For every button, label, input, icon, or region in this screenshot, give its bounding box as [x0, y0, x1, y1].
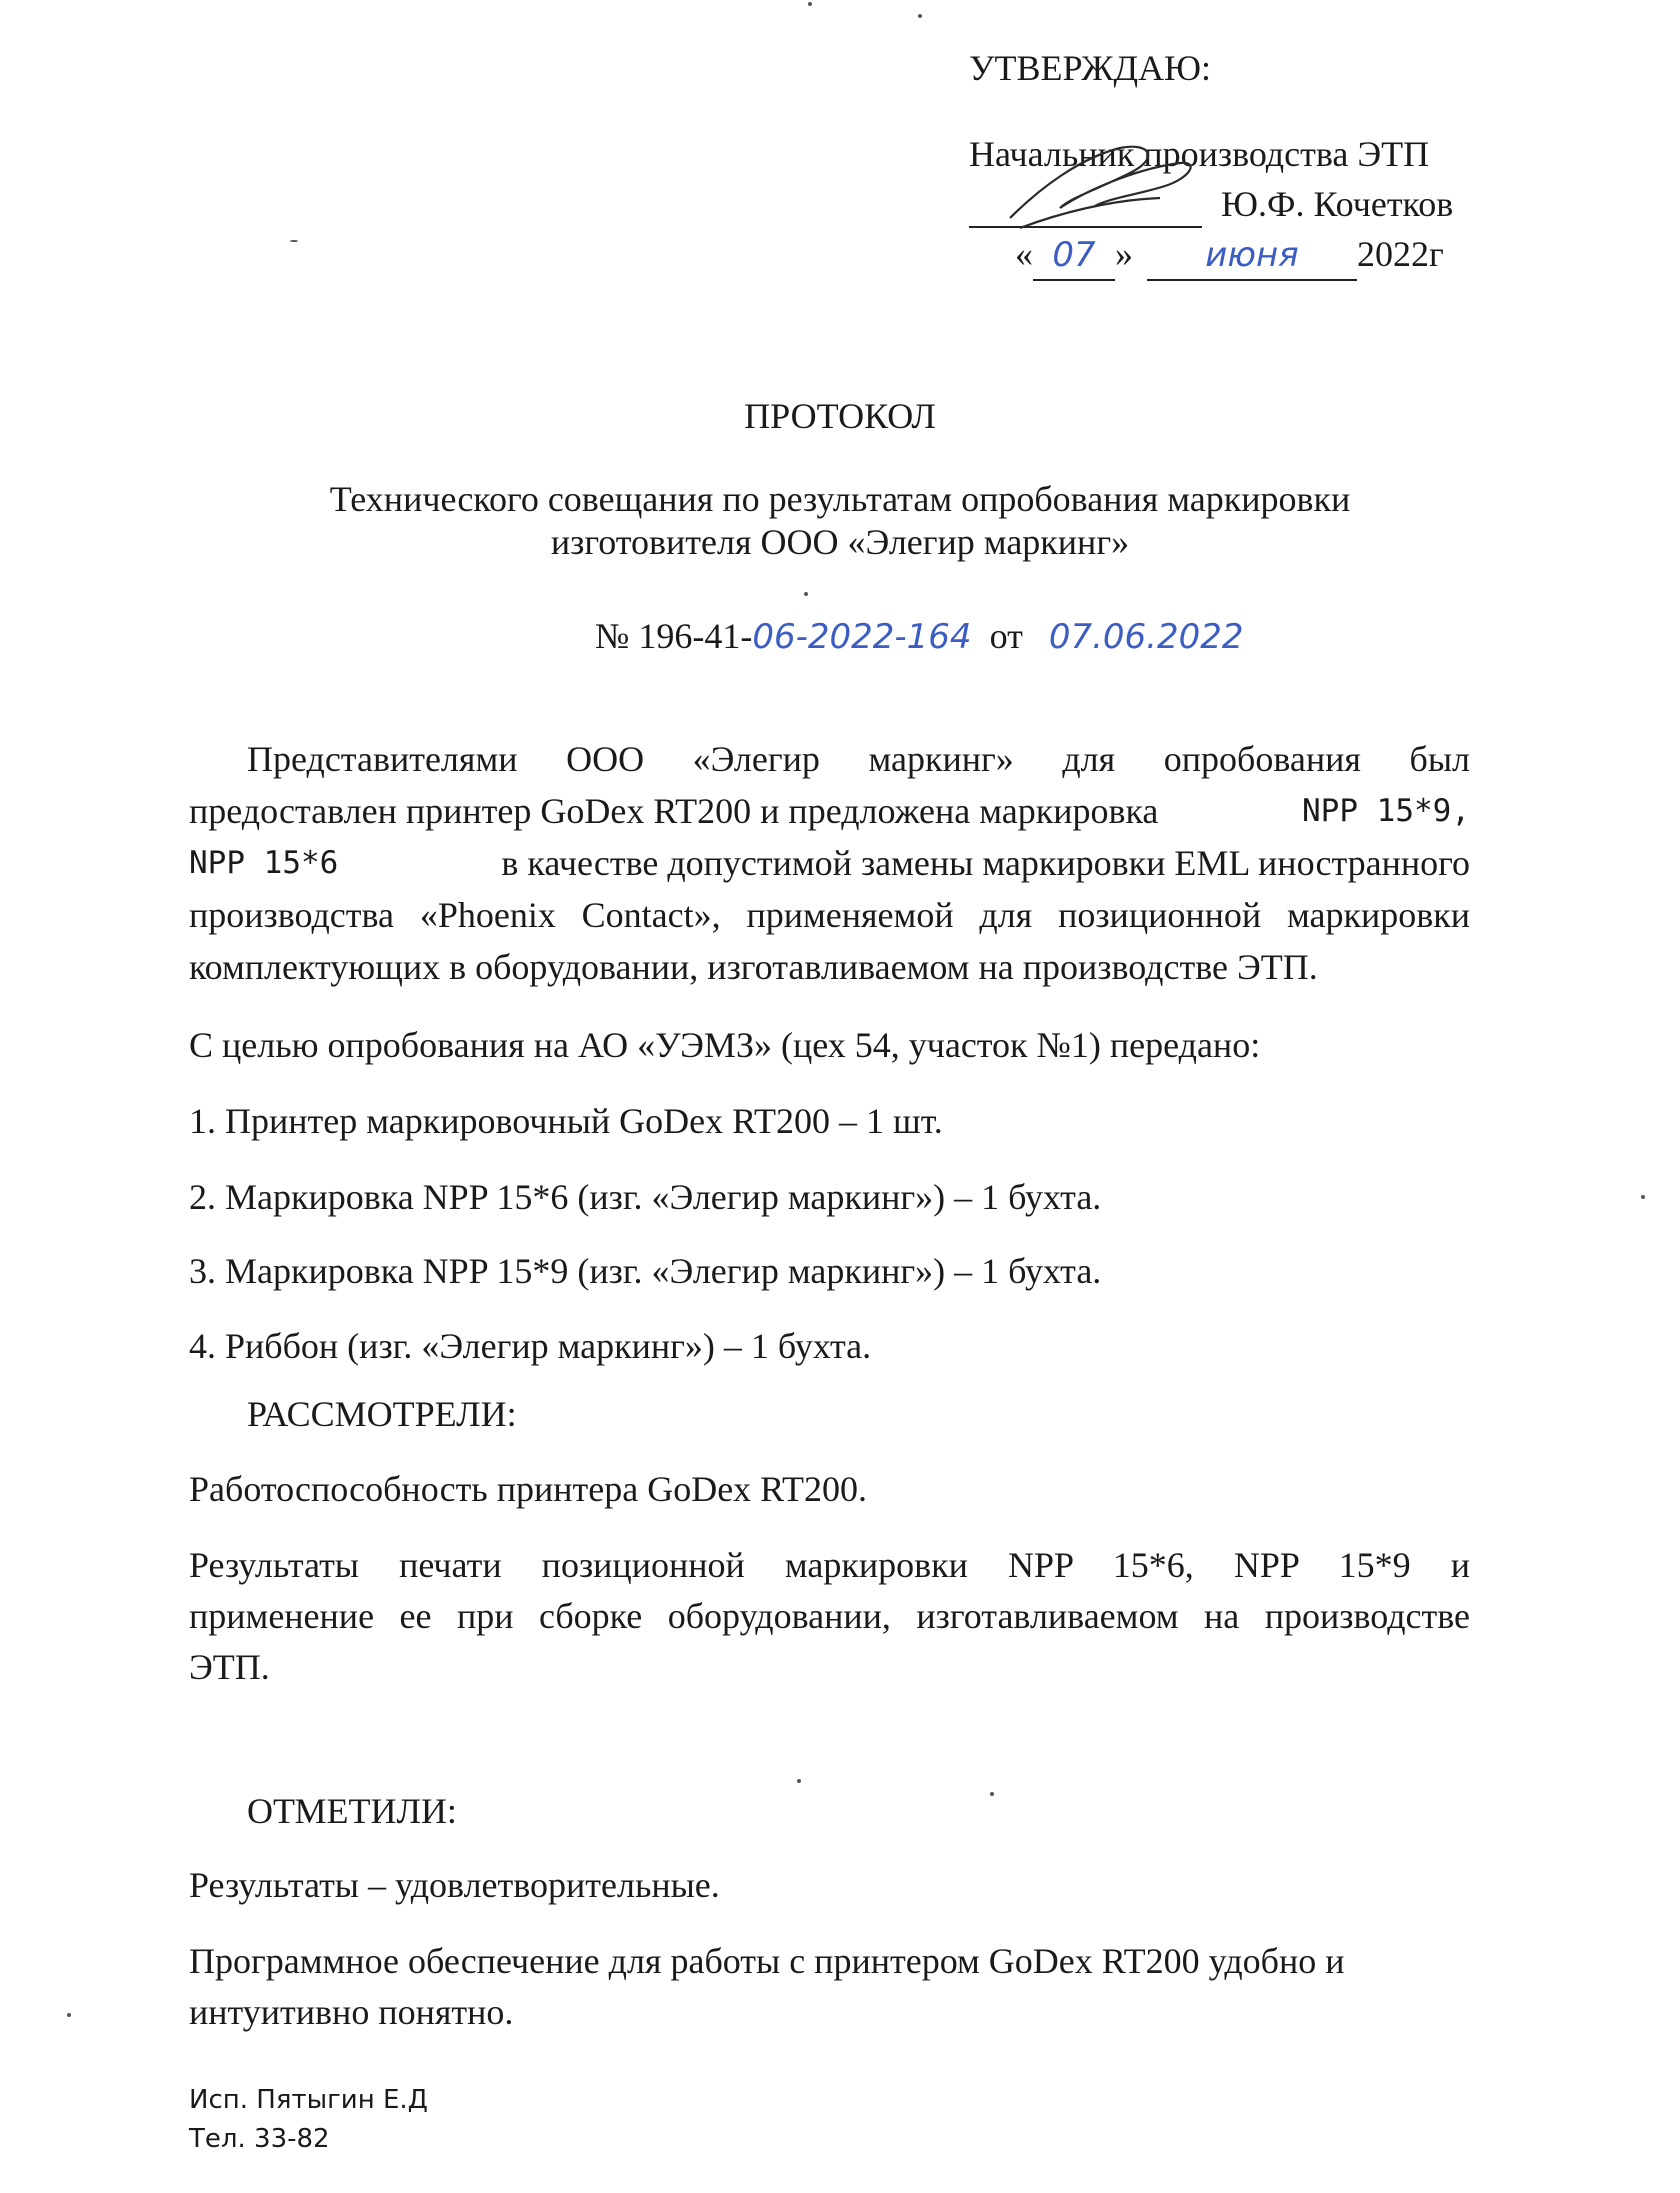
considered-item-1: Работоспособность принтера GoDex RT200.	[189, 1469, 868, 1509]
list-item: 4. Риббон (изг. «Элегир маркинг») – 1 бухта.	[189, 1326, 872, 1366]
transfer-intro: С целью опробования на АО «УЭМЗ» (цех 54, участок №1) передано:	[189, 1025, 1261, 1065]
intro-line-3-mono: NPP 15*6	[189, 845, 339, 881]
noted-heading: ОТМЕТИЛИ:	[247, 1791, 457, 1831]
noted-item-2-line1: Программное обеспечение для работы с принтером GoDex RT200 удобно и	[189, 1941, 1345, 1981]
list-item: 3. Маркировка NPP 15*9 (изг. «Элегир маркинг») – 1 бухта.	[189, 1251, 1102, 1291]
list-item: 1. Принтер маркировочный GoDex RT200 – 1 шт.	[189, 1101, 943, 1141]
scan-speck	[290, 240, 298, 242]
scan-speck	[918, 14, 922, 18]
intro-line-3	[189, 839, 1470, 887]
scan-speck	[804, 592, 808, 596]
protocol-date-handwritten: 07.06.2022	[1048, 617, 1244, 657]
date-close-quote: »	[1115, 234, 1133, 274]
date-day-handwritten: 07	[1033, 231, 1115, 281]
protocol-title: ПРОТОКОЛ	[744, 396, 936, 436]
scan-speck	[797, 1779, 801, 1783]
considered-item-2-line1: Результаты печати позиционной маркировки NPP 15*6, NPP 15*9 и	[189, 1545, 1470, 1585]
signature-scribble	[1000, 128, 1240, 238]
protocol-subtitle-line1: Технического совещания по результатам опробования маркировки	[329, 479, 1351, 519]
date-year: 2022г	[1357, 234, 1444, 274]
noted-item-1: Результаты – удовлетворительные.	[189, 1865, 720, 1905]
intro-line-2	[189, 787, 1470, 835]
protocol-number-prefix: № 196-41-	[595, 616, 753, 656]
considered-item-2-line3: ЭТП.	[189, 1647, 270, 1687]
considered-item-2-line2: применение ее при сборке оборудовании, изготавливаемом на производстве	[189, 1596, 1470, 1636]
date-open-quote: «	[1015, 234, 1033, 274]
scan-speck	[990, 1792, 994, 1796]
intro-line-3-text: в качестве допустимой замены маркировки EML иностранного	[501, 843, 1470, 883]
executor-name: Исп. Пятыгин Е.Д	[189, 2085, 428, 2115]
protocol-date-prefix: от	[989, 616, 1023, 656]
intro-line-5: комплектующих в оборудовании, изготавливаемом на производстве ЭТП.	[189, 947, 1318, 987]
approval-name: Ю.Ф. Кочетков	[1221, 184, 1454, 224]
intro-line-2-mono: NPP 15*9,	[1302, 793, 1470, 829]
protocol-number-handwritten: 06-2022-164	[752, 617, 972, 657]
intro-line-4: производства «Phoenix Contact», применяемой для позиционной маркировки	[189, 895, 1470, 935]
approval-date-line	[1015, 230, 1444, 281]
approval-title: УТВЕРЖДАЮ:	[969, 48, 1212, 88]
scan-speck	[808, 2, 812, 6]
scan-speck	[67, 2013, 71, 2017]
approval-position: Начальник производства ЭТП	[969, 134, 1430, 174]
date-month-handwritten: июня	[1147, 231, 1357, 281]
considered-heading: РАССМОТРЕЛИ:	[247, 1394, 517, 1434]
scan-speck	[1641, 1195, 1645, 1199]
protocol-number-line	[595, 612, 1244, 661]
intro-line-2-text: предоставлен принтер GoDex RT200 и предложена маркировка	[189, 791, 1159, 831]
intro-line-1: Представителями ООО «Элегир маркинг» для опробования был	[247, 739, 1470, 779]
list-item: 2. Маркировка NPP 15*6 (изг. «Элегир маркинг») – 1 бухта.	[189, 1177, 1102, 1217]
protocol-subtitle-line2: изготовителя ООО «Элегир маркинг»	[550, 522, 1130, 562]
noted-item-2-line2: интуитивно понятно.	[189, 1992, 514, 2032]
executor-phone: Тел. 33-82	[189, 2124, 330, 2154]
